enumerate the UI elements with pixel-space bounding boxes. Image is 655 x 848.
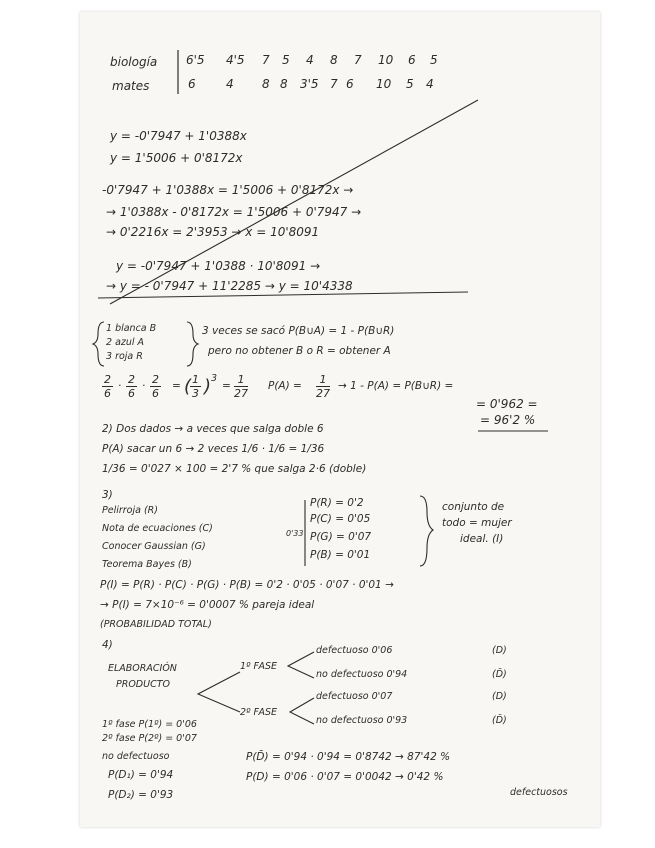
branch2-defective-symbol: (D): [492, 691, 507, 702]
producto-label: PRODUCTO: [116, 679, 170, 690]
branch2-defective: defectuoso 0'07: [316, 691, 393, 702]
prob-b: P(B) = 0'01: [310, 549, 371, 561]
no-defective-label: no defectuoso: [102, 751, 170, 762]
problem2-line2: P(A) sacar un 6 → 2 veces 1/6 · 1/6 = 1/36: [102, 443, 325, 455]
problem3-item: Teorema Bayes (B): [102, 559, 192, 570]
problem3-header: 3): [102, 489, 113, 501]
table-cell: 4'5: [226, 53, 245, 67]
problem2-line1: 2) Dos dados → a veces que salga doble 6: [102, 423, 324, 435]
table-cell: 7: [354, 53, 362, 67]
problem4-header: 4): [102, 639, 113, 651]
problem3-calc1: P(I) = P(R) · P(C) · P(G) · P(B) = 0'2 · 0'05 · 0'07 · 0'01 →: [100, 579, 394, 591]
pd2-value: P(D₂) = 0'93: [108, 789, 174, 801]
paren-close: ): [204, 376, 212, 397]
problem1-result2: = 96'2 %: [480, 413, 536, 427]
fraction: $\frac{1}{27}$: [316, 373, 330, 400]
problem4-result1: P(D̄) = 0'94 · 0'94 = 0'8742 → 87'42 %: [246, 751, 451, 763]
phase2-probability: 2º fase P(2º) = 0'07: [102, 733, 197, 744]
equals-sign: =: [222, 380, 231, 392]
fraction: $\frac{1}{27}$: [234, 373, 248, 400]
table-cell: 10: [376, 77, 392, 91]
table-cell: 4: [426, 77, 434, 91]
conjunto-line3: ideal. (I): [460, 533, 504, 545]
regression-step5: → y = - 0'7947 + 11'2285 → y = 10'4338: [106, 279, 353, 293]
table-cell: 7: [262, 53, 270, 67]
table-cell: 5: [430, 53, 438, 67]
table-cell: 8: [330, 53, 338, 67]
fraction: $\frac{2}{6}$: [104, 373, 111, 400]
regression-eq1: y = -0'7947 + 1'0388x: [110, 129, 247, 143]
conjunto-line1: conjunto de: [442, 501, 505, 513]
prob-g: P(G) = 0'07: [310, 531, 372, 543]
table-cell: 7: [330, 77, 338, 91]
exponent: 3: [211, 373, 218, 384]
branch1-defective: defectuoso 0'06: [316, 645, 393, 656]
prob-c: P(C) = 0'05: [310, 513, 371, 525]
table-cell: 6: [346, 77, 354, 91]
pa-label: P(A) =: [268, 380, 302, 392]
table-cell: 4: [226, 77, 234, 91]
table-cell: 5: [282, 53, 290, 67]
branch1-good-symbol: (D̄): [492, 669, 507, 680]
equals-sign: =: [172, 380, 181, 392]
handwritten-sheet: [80, 12, 600, 827]
table-cell: 10: [378, 53, 394, 67]
problem4-result2-suffix: defectuosos: [510, 787, 568, 798]
branch1-good: no defectuoso 0'94: [316, 669, 408, 680]
paren-open: (: [184, 376, 192, 397]
ball-blue: 2 azul A: [106, 337, 145, 348]
table-cell: 4: [306, 53, 314, 67]
bracket-prefix: 0'33: [286, 529, 304, 538]
conjunto-line2: todo = mujer: [442, 517, 512, 529]
phase1-probability: 1º fase P(1º) = 0'06: [102, 719, 197, 730]
branch2-good-symbol: (D̄): [492, 715, 507, 726]
regression-eq2: y = 1'5006 + 0'8172x: [110, 151, 243, 165]
problem1-note-line2: pero no obtener B o R = obtener A: [208, 345, 391, 357]
dot-operator: ·: [118, 380, 122, 392]
dot-operator: ·: [142, 380, 146, 392]
problem2-line3: 1/36 = 0'027 × 100 = 2'7 % que salga 2·6 (doble): [102, 463, 367, 475]
problem3-item: Conocer Gaussian (G): [102, 541, 206, 552]
table-cell: 8: [262, 77, 270, 91]
table-cell: 5: [406, 77, 414, 91]
problem3-calc2: → P(I) = 7×10⁻⁶ = 0'0007 % pareja ideal: [100, 599, 315, 611]
elaboracion-label: ELABORACIÓN: [108, 663, 177, 674]
problem1-note-line1: 3 veces se sacó P(B∪A) = 1 - P(B∪R): [202, 325, 395, 337]
ball-red: 3 roja R: [106, 351, 143, 362]
pd1-value: P(D₁) = 0'94: [108, 769, 174, 781]
branch2-good: no defectuoso 0'93: [316, 715, 408, 726]
regression-step1: -0'7947 + 1'0388x = 1'5006 + 0'8172x →: [102, 183, 354, 197]
problem1-result1: = 0'962 =: [476, 397, 538, 411]
problem3-calc3: (PROBABILIDAD TOTAL): [100, 619, 212, 630]
balls-brace: [93, 322, 104, 366]
fraction: $\frac{2}{6}$: [152, 373, 159, 400]
table-cell: 3'5: [300, 77, 319, 91]
tree-split-lower: [290, 698, 314, 724]
regression-step4: y = -0'7947 + 1'0388 · 10'8091 →: [116, 259, 321, 273]
branch1-defective-symbol: (D): [492, 645, 507, 656]
regression-step2: → 1'0388x - 0'8172x = 1'5006 + 0'7947 →: [106, 205, 362, 219]
tree-split-upper: [288, 652, 314, 678]
ball-white: 1 blanca B: [106, 323, 157, 334]
phase1-label: 1º FASE: [240, 661, 277, 672]
prob-red: P(R) = 0'2: [310, 497, 364, 509]
tree-split-left: [198, 672, 240, 712]
table-row1-label: biología: [110, 55, 158, 69]
table-row2-label: mates: [112, 79, 150, 93]
problem3-item: Nota de ecuaciones (C): [102, 523, 213, 534]
probs-right-brace: [420, 496, 433, 566]
problem4-result2: P(D) = 0'06 · 0'07 = 0'0042 → 0'42 %: [246, 771, 444, 783]
fraction: $\frac{1}{3}$: [192, 373, 199, 400]
balls-close-brace: [187, 322, 198, 366]
table-cell: 8: [280, 77, 288, 91]
problem1-rest: → 1 - P(A) = P(B∪R) =: [338, 380, 454, 392]
regression-step3: → 0'2216x = 2'3953 → x = 10'8091: [106, 225, 320, 239]
problem3-item: Pelirroja (R): [102, 505, 158, 516]
table-cell: 6'5: [186, 53, 205, 67]
table-cell: 6: [408, 53, 416, 67]
table-cell: 6: [188, 77, 196, 91]
phase2-label: 2º FASE: [240, 707, 277, 718]
fraction: $\frac{2}{6}$: [128, 373, 135, 400]
